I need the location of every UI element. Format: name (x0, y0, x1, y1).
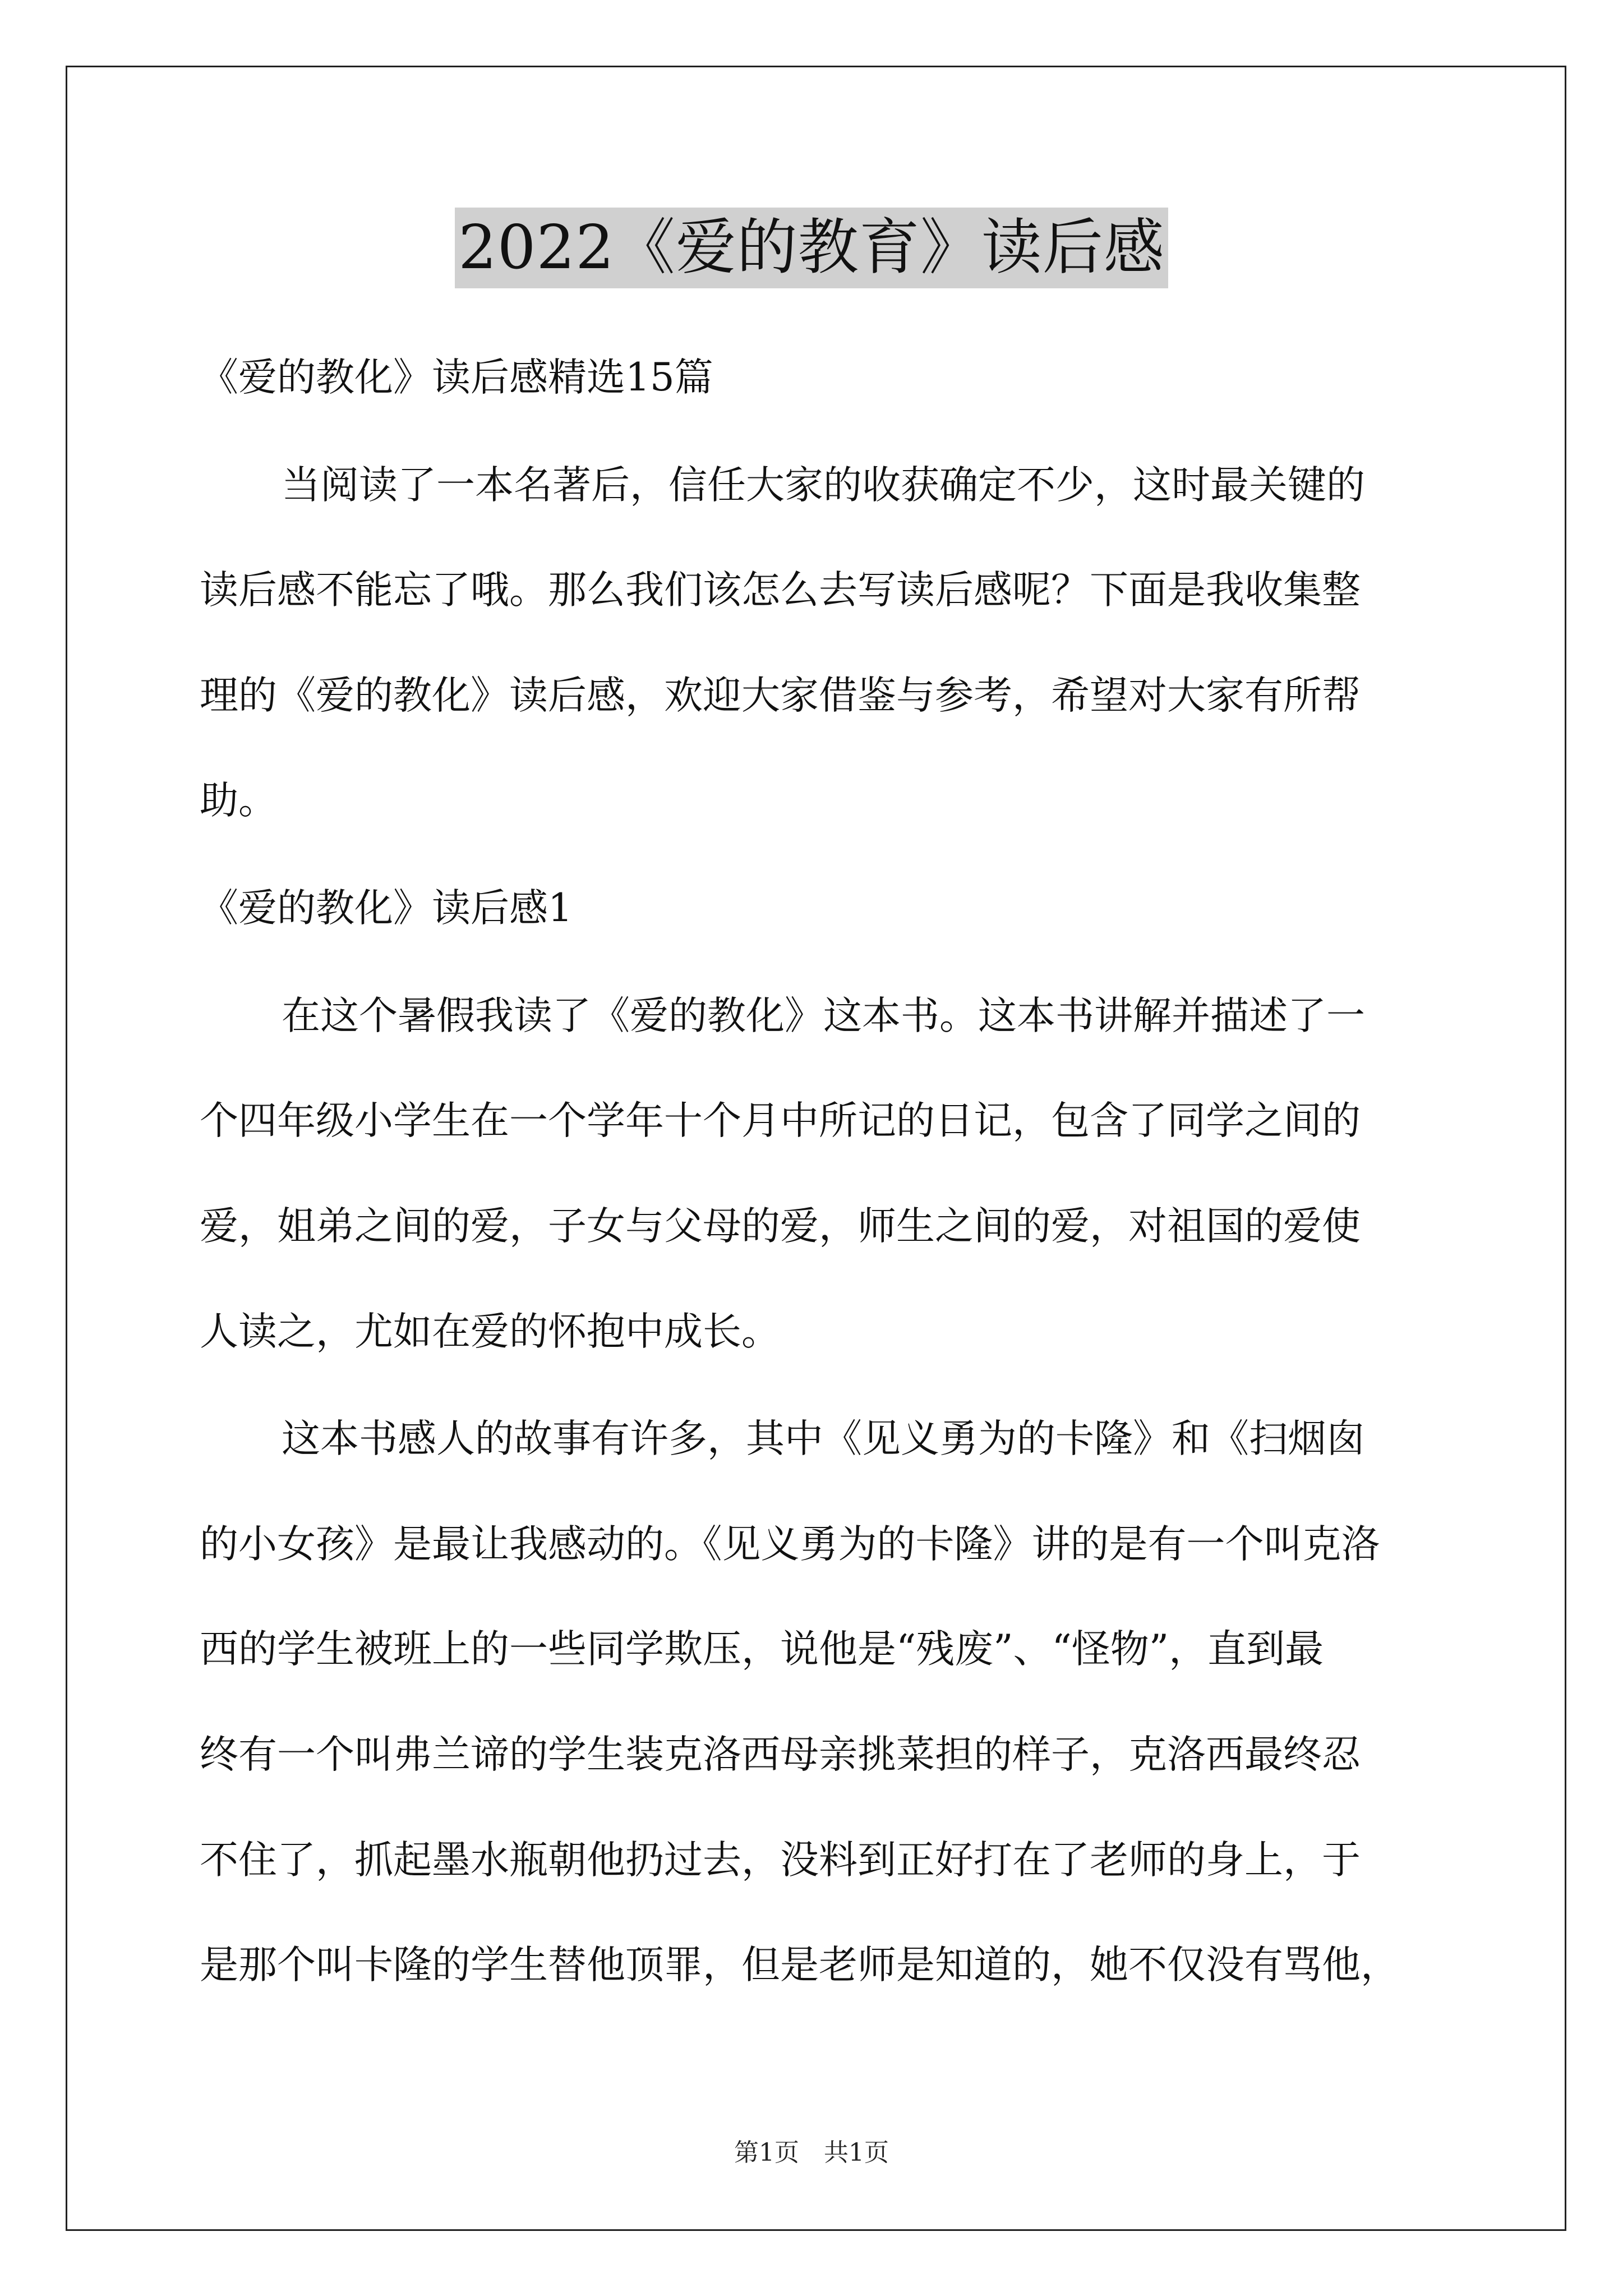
section-heading: 《爱的教化》读后感1 (200, 886, 573, 931)
paragraph-line: 的小女孩》是最让我感动的。《见义勇为的卡隆》讲的是有一个叫克洛 (200, 1522, 1380, 1567)
paragraph-line: 这本书感人的故事有许多，其中《见义勇为的卡隆》和《扫烟囱 (282, 1416, 1365, 1461)
paragraph-line: 是那个叫卡隆的学生替他顶罪，但是老师是知道的，她不仅没有骂他， (200, 1943, 1399, 1987)
paragraph-line: 当阅读了一本名著后，信任大家的收获确定不少，这时最关键的 (282, 463, 1365, 508)
subtitle-line: 《爱的教化》读后感精选15篇 (200, 355, 713, 400)
paragraph-line: 个四年级小学生在一个学年十个月中所记的日记，包含了同学之间的 (200, 1098, 1361, 1143)
paragraph-line: 助。 (200, 778, 277, 823)
paragraph-line: 不住了，抓起墨水瓶朝他扔过去，没料到正好打在了老师的身上，于 (200, 1838, 1361, 1883)
paragraph-line: 人读之，尤如在爱的怀抱中成长。 (200, 1309, 780, 1354)
page-footer: 第1页 共1页 (734, 2138, 889, 2167)
paragraph-line: 理的《爱的教化》读后感，欢迎大家借鉴与参考，希望对大家有所帮 (200, 673, 1361, 718)
paragraph-line: 在这个暑假我读了《爱的教化》这本书。这本书讲解并描述了一 (282, 993, 1365, 1038)
paragraph-line: 终有一个叫弗兰谛的学生装克洛西母亲挑菜担的样子，克洛西最终忍 (200, 1732, 1361, 1777)
title-container (0, 208, 1623, 288)
paragraph-line: 读后感不能忘了哦。那么我们该怎么去写读后感呢？下面是我收集整 (200, 568, 1361, 613)
paragraph-line: 爱，姐弟之间的爱，子女与父母的爱，师生之间的爱，对祖国的爱使 (200, 1204, 1361, 1249)
document-title: 2022《爱的教育》读后感 (455, 208, 1168, 288)
paragraph-line: 西的学生被班上的一些同学欺压，说他是“残废”、“怪物”，直到最 (200, 1627, 1324, 1672)
